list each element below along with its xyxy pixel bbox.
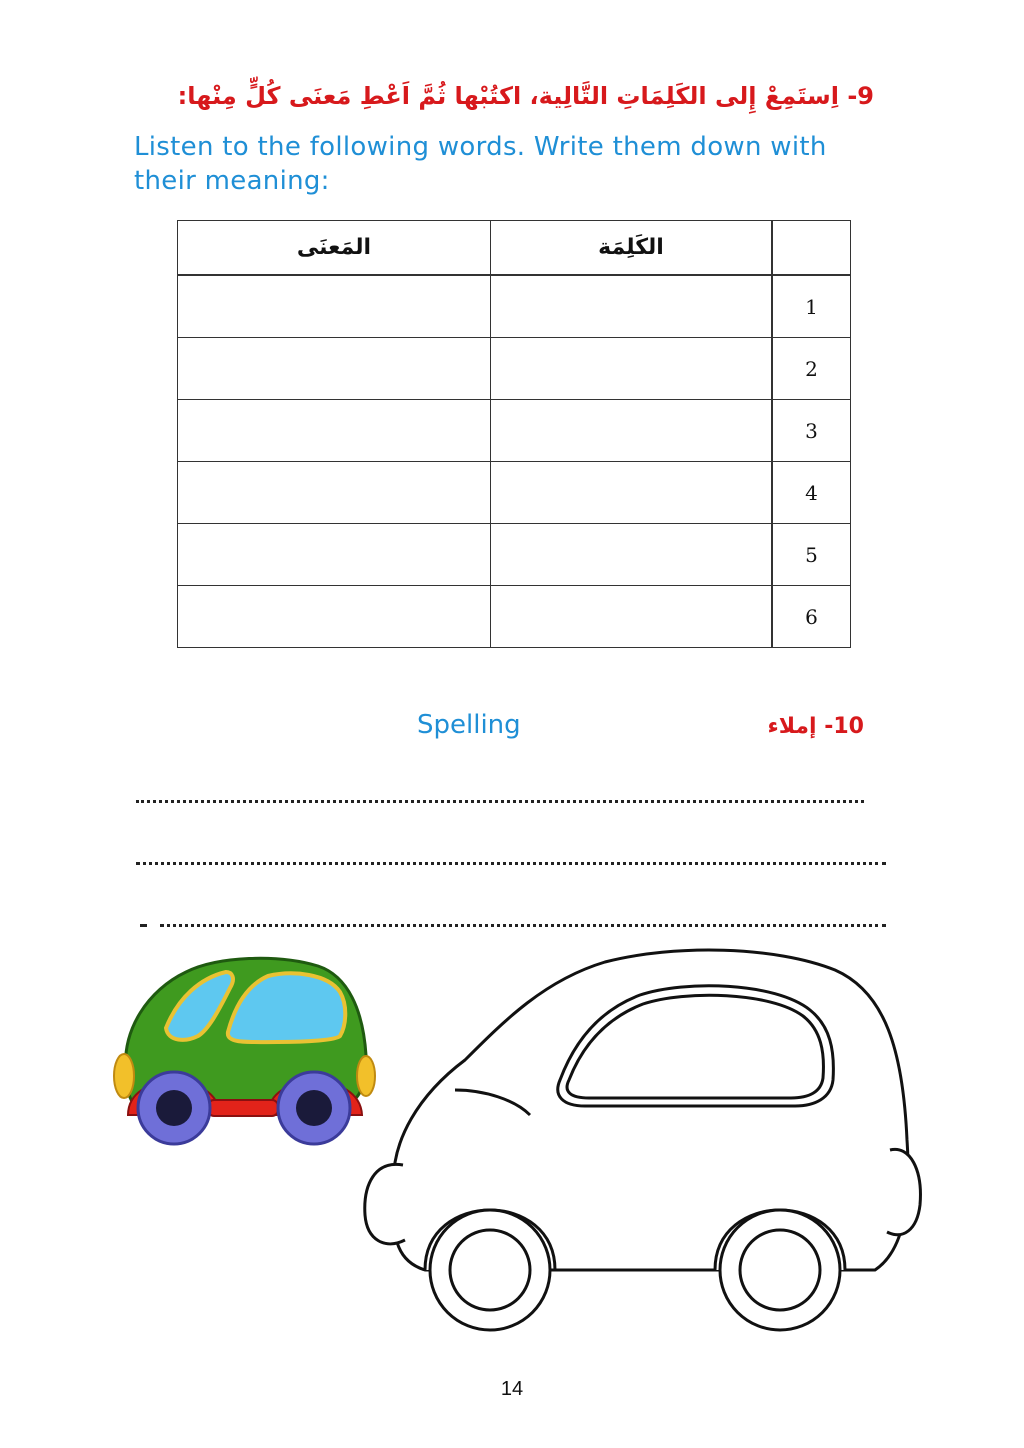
- word-cell[interactable]: [491, 400, 773, 462]
- spelling-english-title: Spelling: [417, 710, 521, 740]
- meaning-cell[interactable]: [178, 462, 491, 524]
- colored-toy-car-image: [108, 950, 378, 1160]
- outline-car-coloring-image: [355, 940, 925, 1370]
- writing-line-3-lead-dot: [140, 924, 146, 927]
- writing-line-1[interactable]: [136, 800, 864, 803]
- meaning-cell[interactable]: [178, 400, 491, 462]
- row-number: 3: [772, 400, 851, 462]
- row-number: 6: [772, 586, 851, 648]
- words-table: [177, 220, 851, 648]
- word-cell[interactable]: [491, 462, 773, 524]
- writing-line-3[interactable]: [160, 924, 886, 927]
- meaning-cell[interactable]: [178, 275, 491, 338]
- table-row: [178, 275, 851, 338]
- word-cell[interactable]: [491, 586, 773, 648]
- table-row: [178, 586, 851, 648]
- row-number: 1: [772, 275, 851, 338]
- meaning-cell[interactable]: [178, 586, 491, 648]
- word-cell[interactable]: [491, 275, 773, 338]
- spelling-arabic-title: 10- إملاء: [767, 714, 864, 739]
- exercise-9-arabic-instruction: 9- اِستَمِعْ إِلى الكَلِمَاتِ التَّالِية، اكتُبْها ثُمَّ اَعْطِ مَعنَى كُلٍّ مِنْها:: [177, 82, 874, 110]
- word-cell[interactable]: [491, 338, 773, 400]
- word-cell[interactable]: [491, 524, 773, 586]
- meaning-cell[interactable]: [178, 338, 491, 400]
- header-meaning: المَعنَى: [178, 221, 491, 276]
- writing-line-2[interactable]: [136, 862, 886, 865]
- row-number: 4: [772, 462, 851, 524]
- header-word: الكَلِمَة: [491, 221, 773, 276]
- table-row: [178, 400, 851, 462]
- page-number: 14: [500, 1378, 524, 1400]
- header-number: [772, 221, 851, 276]
- exercise-9-english-instruction: Listen to the following words. Write them down with their meaning:: [134, 132, 827, 196]
- table-row: [178, 338, 851, 400]
- table-row: [178, 524, 851, 586]
- meaning-cell[interactable]: [178, 524, 491, 586]
- row-number: 5: [772, 524, 851, 586]
- table-row: [178, 462, 851, 524]
- row-number: 2: [772, 338, 851, 400]
